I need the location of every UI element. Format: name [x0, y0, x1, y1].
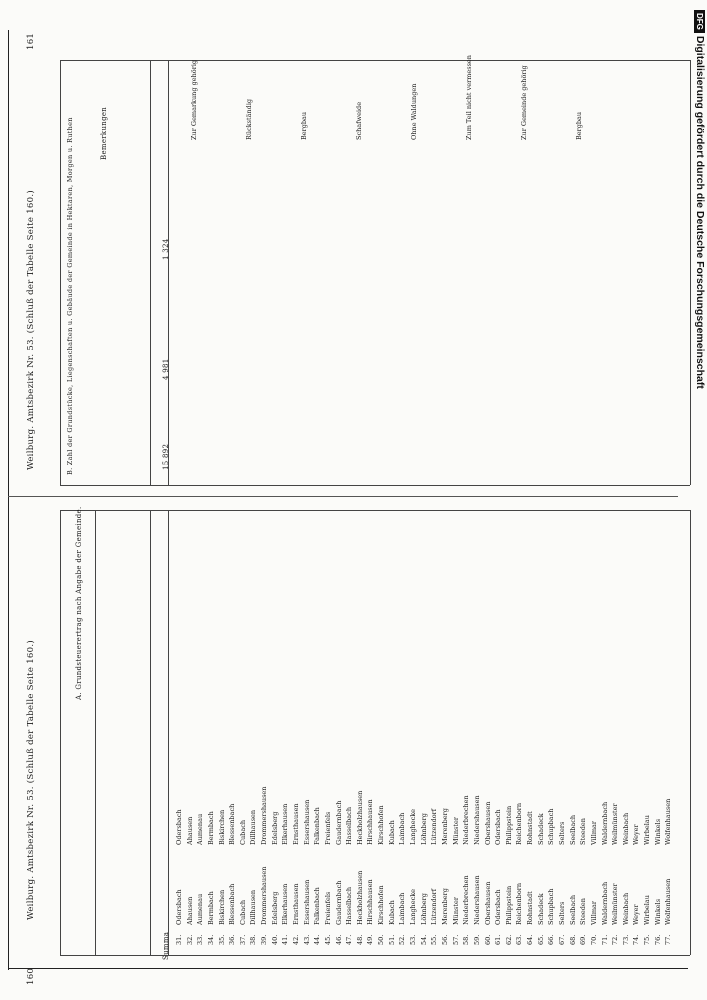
row-name: Kirschhofen	[377, 885, 386, 925]
row-number: 69.	[579, 934, 588, 945]
remark-text: Bergbau	[300, 111, 308, 140]
row-name: Odersbach	[494, 889, 503, 925]
row-name: Drommershausen	[260, 866, 269, 925]
row-name: Schupbach	[547, 888, 556, 925]
page-title-left: Weilburg. Amtsbezirk Nr. 53. (Schluß der Tabelle Seite 160.)	[26, 640, 36, 920]
row-name: Ernsthausen	[292, 803, 301, 845]
row-name: Hirschhausen	[366, 799, 375, 845]
row-name: Dillhausen	[249, 889, 258, 925]
row-name: Kubach	[387, 820, 396, 845]
row-number: 32.	[185, 934, 194, 945]
row-name: Münster	[451, 817, 460, 845]
remark-text: Zur Gemeinde gehörig	[520, 65, 528, 140]
row-number: 41.	[281, 934, 290, 945]
row-name: Winkels	[653, 898, 662, 925]
row-number: 60.	[483, 934, 492, 945]
row-number: 39.	[260, 934, 269, 945]
row-name: Wolfenhausen	[664, 878, 673, 925]
row-name: Philippstein	[504, 885, 513, 925]
row-name: Niederbrechen	[462, 795, 471, 845]
row-name: Hirschhausen	[366, 879, 375, 925]
row-name: Aumenau	[196, 813, 205, 845]
row-name: Merenberg	[440, 888, 449, 925]
row-number: 38.	[249, 934, 258, 945]
rule	[60, 955, 690, 956]
remark-text: Ohne Waldungen	[410, 83, 418, 140]
rule	[168, 60, 169, 485]
total-value-2: 4 981	[162, 358, 170, 380]
row-name: Waldernbach	[600, 881, 609, 925]
row-number: 31.	[175, 934, 183, 945]
row-name: Essershausen	[302, 799, 311, 845]
row-number: 49.	[366, 934, 375, 945]
row-name: Merenberg	[440, 808, 449, 845]
row-number: 54.	[419, 934, 428, 945]
row-name: Obershausen	[483, 801, 492, 845]
row-name: Odersbach	[494, 809, 503, 845]
row-number: 33.	[196, 934, 205, 945]
rule	[690, 60, 691, 485]
row-name: Heckholzhausen	[355, 870, 364, 925]
row-name: Falkenbach	[313, 887, 322, 925]
remarks-header: Bemerkungen	[100, 106, 108, 160]
row-name: Heckholzhausen	[355, 790, 364, 845]
row-number: 40.	[270, 934, 279, 945]
row-number: 71.	[600, 934, 609, 945]
row-number: 55.	[430, 934, 439, 945]
rule	[60, 60, 690, 61]
row-number: 45.	[323, 934, 332, 945]
row-name: Rohnstadt	[526, 891, 535, 925]
row-name: Seelbach	[568, 814, 577, 845]
row-name: Cubach	[238, 899, 247, 925]
rule	[690, 510, 691, 955]
rule	[60, 510, 61, 955]
row-name: Hasselbach	[345, 886, 354, 925]
row-number: 59.	[472, 934, 481, 945]
row-name: Niedershausen	[472, 875, 481, 925]
row-number: 57.	[451, 934, 460, 945]
row-number: 53.	[409, 934, 418, 945]
section-a-title: A. Grundsteuerertrag nach Angabe der Gemeinde.	[75, 506, 83, 700]
dfg-sidebar	[694, 0, 707, 1000]
page-gutter	[8, 496, 678, 497]
row-name: Odersbach	[175, 809, 183, 845]
row-name: Bermbach	[206, 811, 215, 845]
row-name: Laimbach	[398, 812, 407, 845]
remark-text: Rückständig	[245, 98, 253, 140]
row-name: Odersbach	[175, 889, 183, 925]
row-name: Kirschhofen	[377, 805, 386, 845]
page-border-left	[8, 30, 9, 970]
row-number: 73.	[621, 934, 630, 945]
row-name: Villmar	[589, 901, 598, 925]
row-name: Dillhausen	[249, 809, 258, 845]
row-number: 37.	[238, 934, 247, 945]
row-number: 36.	[228, 934, 237, 945]
row-name: Winkels	[653, 818, 662, 845]
row-number: 62.	[504, 934, 513, 945]
row-name: Ahausen	[185, 896, 194, 925]
row-name: Gaudernbach	[334, 800, 343, 845]
row-name: Blessenbach	[228, 803, 237, 845]
row-number: 47.	[345, 934, 354, 945]
row-name: Steeden	[579, 898, 588, 925]
row-name: Hasselbach	[345, 806, 354, 845]
rule	[168, 510, 169, 955]
row-name: Langhecke	[409, 889, 418, 925]
row-name: Niedershausen	[472, 795, 481, 845]
page-title-right: Weilburg. Amtsbezirk Nr. 53. (Schluß der Tabelle Seite 160.)	[26, 190, 36, 470]
row-name: Falkenbach	[313, 807, 322, 845]
remark-text: Zur Gemarkung gehörig	[190, 59, 198, 140]
row-name: Steeden	[579, 818, 588, 845]
row-number: 77.	[664, 934, 673, 945]
row-name: Löhnberg	[419, 813, 428, 845]
row-name: Freienfels	[323, 811, 332, 845]
row-name: Löhnberg	[419, 893, 428, 925]
rule	[60, 510, 690, 511]
dfg-logo: DFG	[694, 10, 705, 33]
row-number: 76.	[653, 934, 662, 945]
page-border-bottom	[8, 968, 688, 969]
row-number: 70.	[589, 934, 598, 945]
row-number: 74.	[632, 934, 641, 945]
row-number: 72.	[611, 934, 620, 945]
total-value-1: 15 892	[162, 443, 170, 470]
row-number: 43.	[302, 934, 311, 945]
row-name: Lützendorf	[430, 808, 439, 845]
remark-text: Schafweide	[355, 101, 363, 140]
row-name: Wirbelau	[643, 895, 652, 925]
row-name: Edelsberg	[270, 811, 279, 845]
row-name: Lützendorf	[430, 888, 439, 925]
row-name: Reichenborn	[515, 882, 524, 925]
row-name: Reichenborn	[515, 802, 524, 845]
rule	[150, 510, 151, 955]
row-name: Blessenbach	[228, 883, 237, 925]
row-number: 51.	[387, 934, 396, 945]
row-name: Essershausen	[302, 879, 311, 925]
row-number: 75.	[643, 934, 652, 945]
row-name: Gaudernbach	[334, 880, 343, 925]
row-number: 67.	[557, 934, 566, 945]
row-name: Obershausen	[483, 881, 492, 925]
rule	[60, 60, 61, 485]
row-name: Cubach	[238, 819, 247, 845]
row-name: Aumenau	[196, 893, 205, 925]
page-number-right: 161	[26, 32, 36, 50]
row-name: Drommershausen	[260, 786, 269, 845]
row-name: Villmar	[589, 821, 598, 845]
row-number: 61.	[494, 934, 503, 945]
row-name: Schadeck	[536, 813, 545, 845]
row-name: Weyer	[632, 904, 641, 925]
row-number: 46.	[334, 934, 343, 945]
dfg-label: Digitalisierung gefördert durch die Deutsche Forschungsgemeinschaft	[694, 35, 706, 389]
row-name: Bermbach	[206, 891, 215, 925]
row-number: 44.	[313, 934, 322, 945]
rule	[95, 510, 96, 955]
row-number: 35.	[217, 934, 226, 945]
row-name: Wolfenhausen	[664, 798, 673, 845]
row-name: Niederbrechen	[462, 875, 471, 925]
row-number: 42.	[292, 934, 301, 945]
row-number: 56.	[440, 934, 449, 945]
row-name: Langhecke	[409, 809, 418, 845]
section-b-title: B. Zahl der Grundstücke, Liegenschaften u. Gebäude der Gemeinde in Hektaren, Morgen u. Ruthen	[66, 117, 74, 475]
row-name: Weyer	[632, 824, 641, 845]
row-number: 58.	[462, 934, 471, 945]
row-name: Selters	[557, 821, 566, 845]
row-name: Elkerhausen	[281, 883, 290, 925]
row-number: 50.	[377, 934, 386, 945]
rule	[60, 485, 690, 486]
row-name: Schadeck	[536, 893, 545, 925]
row-name: Seelbach	[568, 894, 577, 925]
row-number: 64.	[526, 934, 535, 945]
row-number: 34.	[206, 934, 215, 945]
row-name: Elkerhausen	[281, 803, 290, 845]
row-name: Ahausen	[185, 816, 194, 845]
remark-text: Zum Teil nicht vermessen	[465, 55, 473, 140]
row-number: 52.	[398, 934, 407, 945]
row-number: 68.	[568, 934, 577, 945]
row-name: Selters	[557, 901, 566, 925]
row-name: Weilmünster	[611, 883, 620, 925]
row-name: Schupbach	[547, 808, 556, 845]
row-name: Weinbach	[621, 892, 630, 925]
row-name: Philippstein	[504, 805, 513, 845]
row-number: 48.	[355, 934, 364, 945]
row-number: 65.	[536, 934, 545, 945]
row-name: Wirbelau	[643, 815, 652, 845]
total-value-3: 1 324	[162, 238, 170, 260]
row-name: Biskirchen	[217, 889, 226, 925]
row-name: Edelsberg	[270, 891, 279, 925]
row-number: 66.	[547, 934, 556, 945]
row-name: Laimbach	[398, 892, 407, 925]
page-number-left: 160	[26, 967, 36, 985]
row-name: Freienfels	[323, 891, 332, 925]
row-name: Waldernbach	[600, 801, 609, 845]
rule	[150, 60, 151, 485]
row-name: Münster	[451, 897, 460, 925]
row-name: Biskirchen	[217, 809, 226, 845]
row-name: Weinbach	[621, 812, 630, 845]
total-label: Summa	[162, 931, 170, 960]
remark-text: Bergbau	[575, 111, 583, 140]
row-name: Ernsthausen	[292, 883, 301, 925]
row-name: Kubach	[387, 900, 396, 925]
row-name: Weilmünster	[611, 803, 620, 845]
row-number: 63.	[515, 934, 524, 945]
row-name: Rohnstadt	[526, 811, 535, 845]
